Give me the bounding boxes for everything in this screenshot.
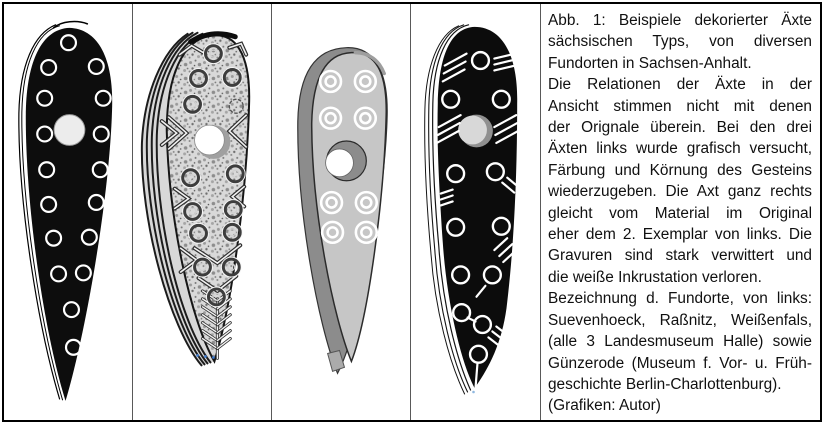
caption-line-10: gleicht vom Material im Original — [548, 204, 812, 222]
caption-line-19: (Grafiken: Autor) — [548, 397, 661, 415]
caption-line-14: Bezeichnung d. Fundorte, von links: — [548, 290, 812, 308]
caption-line-17: Günzerode (Museum f. Vor- u. Früh- — [548, 354, 812, 372]
caption-line-8: Färbung und Körnung des Gesteins — [548, 161, 812, 179]
caption-line-2: sächsischen Typs, von diversen — [548, 33, 812, 51]
caption-line-18: geschichte Berlin-Charlottenburg). — [548, 375, 782, 393]
caption-line-12: Gravuren sind stark verwittert und — [548, 247, 812, 265]
caption-line-4: Die Relationen der Äxte in der — [548, 76, 812, 94]
caption-line-5: Ansicht stimmen nicht mit denen — [548, 97, 812, 115]
axe-drawing-1 — [4, 4, 132, 420]
caption-line-1: Abb. 1: Beispiele dekorierter Äxte — [548, 12, 812, 29]
caption-line-15: Suevenhoeck, Raßnitz, Weißenfals, — [548, 311, 812, 329]
figure-caption — [541, 4, 820, 420]
caption-line-13: die weiße Inkrustation verloren. — [548, 268, 762, 286]
caption-line-11: eher dem 2. Exemplar von links. Die — [548, 226, 812, 244]
axe-drawing-2 — [133, 4, 271, 420]
caption-line-3: Fundorten in Sachsen-Anhalt. — [548, 54, 752, 72]
panel-axe-4-guenzerode — [411, 4, 541, 420]
axe-drawing-3 — [272, 4, 410, 420]
axe-drawing-4 — [411, 4, 540, 420]
caption-line-9: wiederzugeben. Die Axt ganz rechts — [548, 183, 812, 201]
caption-line-16: (alle 3 Landesmuseum Halle) sowie — [548, 333, 812, 351]
panel-axe-1-suevenhoeck — [4, 4, 133, 420]
figure-abb-1 — [2, 2, 822, 422]
panel-axe-2-rassnitz — [133, 4, 272, 420]
panel-axe-3-weissenfals — [272, 4, 411, 420]
caption-line-7: Äxten links wurde grafisch versucht, — [548, 140, 812, 158]
caption-line-6: der Orignale überein. Bei den drei — [548, 119, 812, 137]
